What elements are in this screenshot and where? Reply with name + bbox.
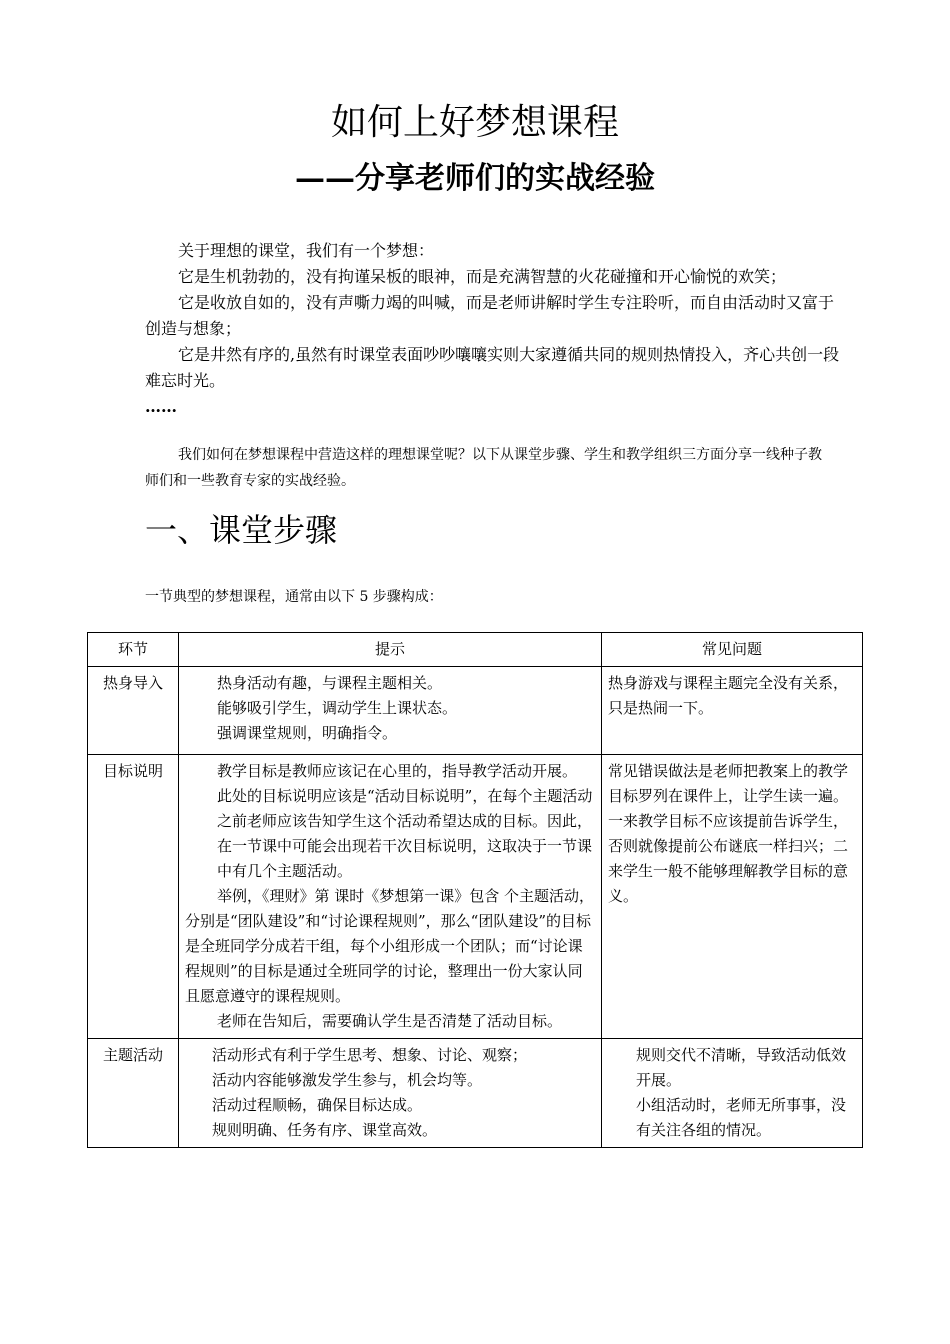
- tip-line: 规则明确、任务有序、课堂高效。: [212, 1121, 438, 1139]
- row-step: 热身导入: [88, 667, 179, 755]
- header-tips: 提示: [179, 633, 602, 667]
- row-tips: [179, 1039, 602, 1148]
- problem-line: 小组活动时，老师无所事事，没有关注各组的情况。: [636, 1096, 847, 1139]
- problem-line: 规则交代不清晰，导致活动低效开展。: [636, 1046, 847, 1089]
- table-header-row: [88, 633, 863, 667]
- tip-line: 强调课堂规则，明确指令。: [217, 724, 398, 742]
- intro-paragraph: 关于理想的课堂，我们有一个梦想：: [178, 241, 435, 260]
- row-problems: [602, 1039, 863, 1148]
- section-lead: 一节典型的梦想课程，通常由以下 5 步骤构成：: [145, 589, 443, 605]
- tip-line: 活动形式有利于学生思考、想象、讨论、观察；: [212, 1046, 528, 1064]
- header-problems: 常见问题: [602, 633, 863, 667]
- table-row: [88, 667, 863, 755]
- tip-line: 热身活动有趣，与课程主题相关。: [217, 674, 443, 692]
- document-subtitle: ——分享老师们的实战经验: [295, 161, 655, 196]
- row-tips: [179, 667, 602, 755]
- row-problems: [602, 755, 863, 1039]
- tip-line: 活动过程顺畅，确保目标达成。: [212, 1096, 423, 1114]
- document-title: 如何上好梦想课程: [330, 102, 619, 143]
- tip-line: 活动内容能够激发学生参与，机会均等。: [212, 1071, 483, 1089]
- intro-question-text: 我们如何在梦想课程中营造这样的理想课堂呢？以下从课堂步骤、学生和教学组织三方面分享一线种子教师们和一些教育专家的实战经验。: [145, 447, 822, 489]
- tip-line: 举例，《理财》第 课时《梦想第一课》包含 个主题活动，分别是“团队建设”和“讨论课程规则”，那么“团队建设”的目标是全班同学分成若干组，每个小组形成一个团队；而“讨论课程规则”的目标是通过全班同学的讨论，整理出一份大家认同且愿意遵守的课程规则。: [185, 887, 595, 1005]
- tip-line: 能够吸引学生，调动学生上课状态。: [217, 699, 458, 717]
- tip-line: 此处的目标说明应该是“活动目标说明”，在每个主题活动之前老师应该告知学生这个活动希望达成的目标。因此，在一节课中可能会出现若干次目标说明，这取决于一节课中有几个主题活动。: [217, 787, 593, 880]
- row-step: 目标说明: [88, 755, 179, 1039]
- row-tips: [179, 755, 602, 1039]
- row-step: 主题活动: [88, 1039, 179, 1148]
- intro-paragraph: 它是井然有序的,虽然有时课堂表面吵吵嚷嚷实则大家遵循共同的规则热情投入，齐心共创一段难忘时光。: [145, 345, 840, 390]
- problem-line: 热身游戏与课程主题完全没有关系，只是热闹一下。: [608, 674, 849, 717]
- problem-line: 一来教学目标不应该提前告诉学生，否则就像提前公布谜底一样扫兴；二来学生一般不能够理解教学目标的意义。: [608, 812, 849, 905]
- tip-line: 教学目标是教师应该记在心里的，指导教学活动开展。: [217, 762, 578, 780]
- intro-paragraph: 它是生机勃勃的，没有拘谨呆板的眼神，而是充满智慧的火花碰撞和开心愉悦的欢笑；: [178, 267, 787, 286]
- table-row: [88, 755, 863, 1039]
- tip-line: 老师在告知后，需要确认学生是否清楚了活动目标。: [217, 1012, 563, 1030]
- section-heading: 一、课堂步骤: [145, 511, 338, 549]
- intro-paragraph: 它是收放自如的，没有声嘶力竭的叫喊，而是老师讲解时学生专注聆听，而自由活动时又富于创造与想象；: [145, 293, 835, 338]
- intro-section: [145, 238, 845, 420]
- row-problems: [602, 667, 863, 755]
- problem-line: 常见错误做法是老师把教案上的教学目标罗列在课件上，让学生读一遍。: [608, 762, 849, 805]
- header-step: 环节: [88, 633, 179, 667]
- intro-ellipsis: ……: [145, 397, 177, 416]
- steps-table: [87, 632, 863, 1148]
- intro-question: [145, 442, 825, 494]
- table-row: [88, 1039, 863, 1148]
